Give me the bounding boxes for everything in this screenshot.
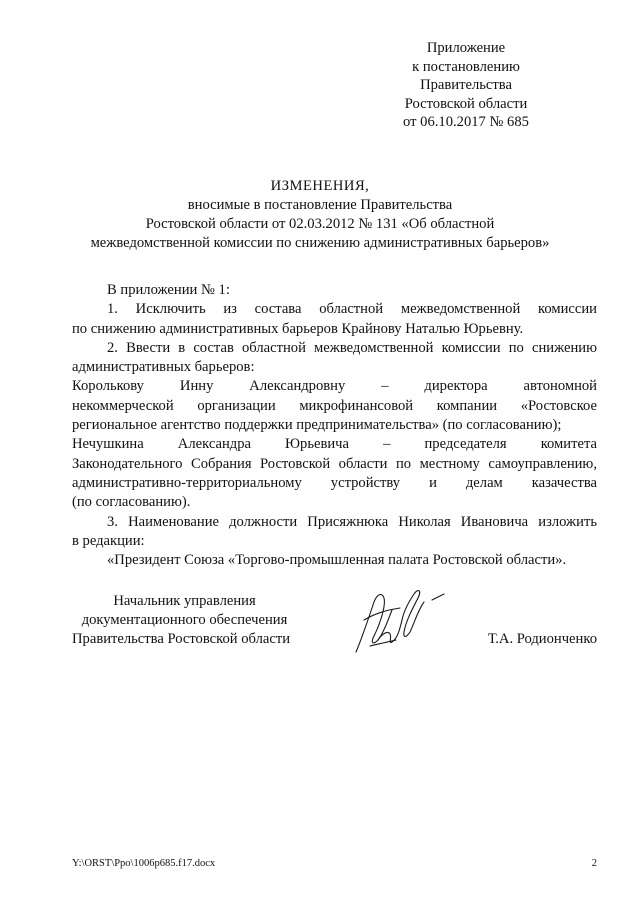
document-body xyxy=(72,281,597,570)
signature-block xyxy=(72,592,597,662)
item-3-line: в редакции: xyxy=(72,532,145,549)
signer-position-line: документационного обеспечения xyxy=(81,612,288,628)
member-2-line: административно-территориальному устройству и делам казачества xyxy=(72,474,597,491)
member-1-line: региональное агентство поддержки предпринимательства» (по согласованию); xyxy=(72,417,562,434)
file-path: Y:\ORST\Ppo\1006p685.f17.docx xyxy=(72,858,216,869)
item-3-line: 3. Наименование должности Присяжнюка Николая Ивановича изложить xyxy=(107,513,597,530)
page-number: 2 xyxy=(591,858,597,869)
member-2-line: Законодательного Собрания Ростовской области по местному самоуправлению, xyxy=(72,455,597,472)
signer-position-line: Правительства Ростовской области xyxy=(72,631,291,647)
appendix-line: Ростовской области xyxy=(404,95,528,112)
member-1-line: Королькову Инну Александровну – директора автономной xyxy=(72,378,597,395)
quote-paragraph: «Президент Союза «Торгово-промышленная палата Ростовской области». xyxy=(107,552,567,569)
heading-line: Ростовской области от 02.03.2012 № 131 «Об областной xyxy=(145,216,495,232)
signer-position xyxy=(72,592,297,649)
appendix-line: Приложение xyxy=(426,40,506,56)
appendix-line: Правительства xyxy=(420,77,512,94)
appendix-line: к постановлению xyxy=(412,58,520,75)
heading-line: вносимые в постановление Правительства xyxy=(187,197,453,213)
document-title: ИЗМЕНЕНИЯ, xyxy=(270,178,370,194)
member-2-line: (по согласованию). xyxy=(72,494,191,511)
item-1-line: по снижению административных барьеров Крайнову Наталью Юрьевну. xyxy=(72,320,524,337)
item-2-line: 2. Ввести в состав областной межведомственной комиссии по снижению xyxy=(107,339,597,356)
signer-position-line: Начальник управления xyxy=(113,593,256,609)
item-1-line: 1. Исключить из состава областной межведомственной комиссии xyxy=(107,301,597,318)
member-2-line: Нечушкина Александра Юрьевича – председателя комитета xyxy=(72,436,597,453)
document-heading xyxy=(0,176,640,253)
intro-paragraph: В приложении № 1: xyxy=(107,282,230,298)
heading-line: межведомственной комиссии по снижению административных барьеров» xyxy=(90,235,550,251)
handwritten-signature xyxy=(344,580,454,660)
member-1-line: некоммерческой организации микрофинансовой компании «Ростовское xyxy=(72,397,597,414)
signer-name: Т.А. Родионченко xyxy=(487,631,597,647)
appendix-line: от 06.10.2017 № 685 xyxy=(403,114,529,131)
appendix-header xyxy=(366,39,566,132)
item-2-line: административных барьеров: xyxy=(72,359,255,376)
